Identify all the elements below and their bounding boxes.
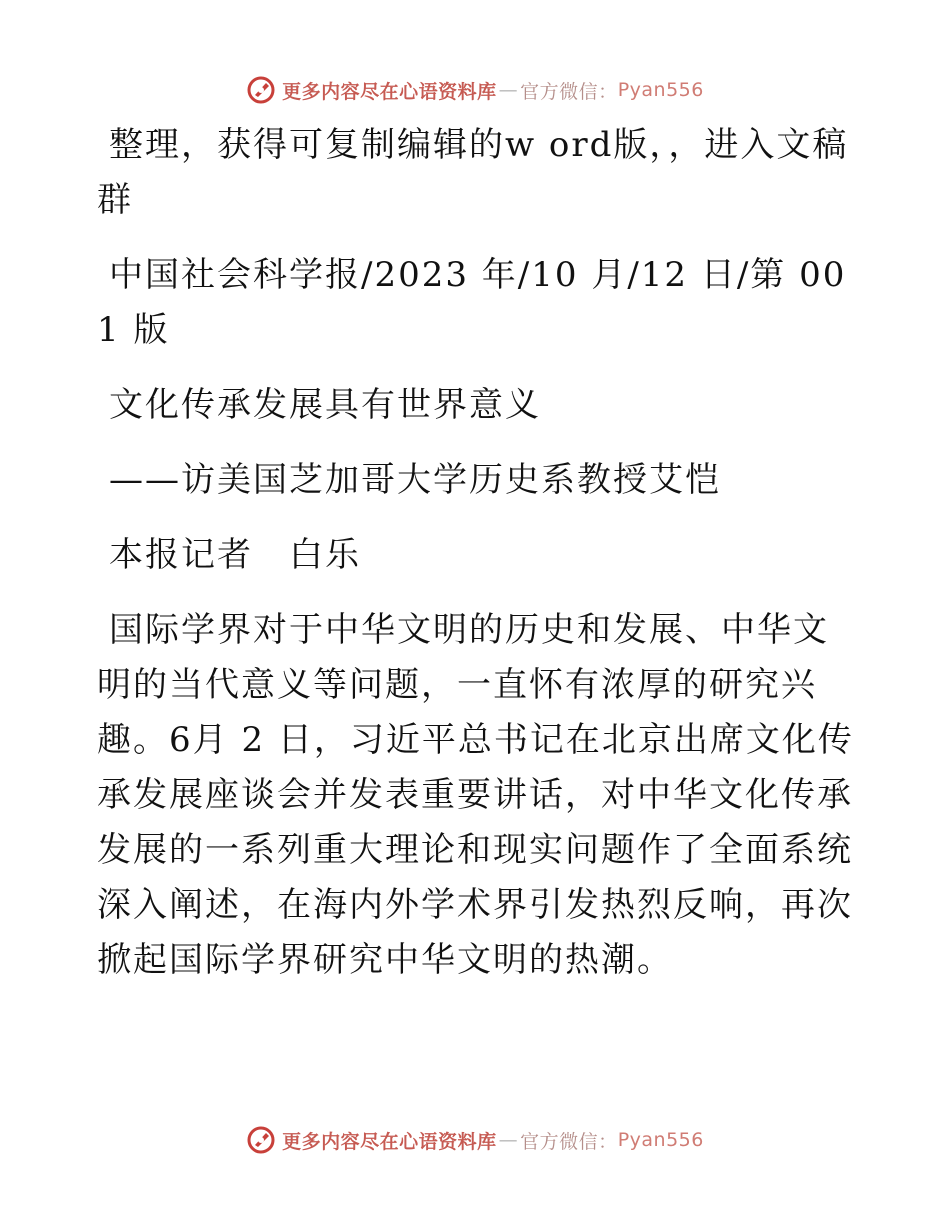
brand-logo-icon [246, 75, 276, 105]
watermark-label: 官方微信： [520, 1130, 618, 1153]
reporter-line: 本报记者 白乐 [109, 535, 361, 575]
notice-paragraph: 整理，获得可复制编辑的w ord版，，进入文稿群 [97, 125, 849, 220]
brand-logo-icon [246, 1125, 276, 1155]
article-body-paragraph: 国际学界对于中华文明的历史和发展、中华文明的当代意义等问题，一直怀有浓厚的研究兴趣。6月 2 日，习近平总书记在北京出席文化传承发展座谈会并发表重要讲话，对中华文化传承发展的一系列重大理论和现实问题作了全面系统深入阐述，在海内外学术界引发热烈反响，再次掀起国际学界研究中华文明的热潮。 [97, 610, 854, 980]
watermark-separator: — [498, 79, 519, 101]
watermark-label: 官方微信： [520, 80, 618, 103]
document-body [97, 118, 857, 1008]
watermark-wechat-id: Pyan556 [617, 1129, 704, 1151]
article-title: 文化传承发展具有世界意义 [109, 385, 541, 425]
article-subtitle: ——访美国芝加哥大学历史系教授艾恺 [109, 460, 721, 500]
watermark-main-text: 更多内容尽在心语资料库 [282, 80, 497, 103]
watermark-separator: — [498, 1129, 519, 1151]
footer-watermark [0, 1120, 950, 1160]
watermark-main-text: 更多内容尽在心语资料库 [282, 1130, 497, 1153]
header-watermark [0, 70, 950, 110]
source-line: 中国社会科学报/2023 年/10 月/12 日/第 001 版 [97, 255, 847, 350]
watermark-wechat-id: Pyan556 [617, 79, 704, 101]
